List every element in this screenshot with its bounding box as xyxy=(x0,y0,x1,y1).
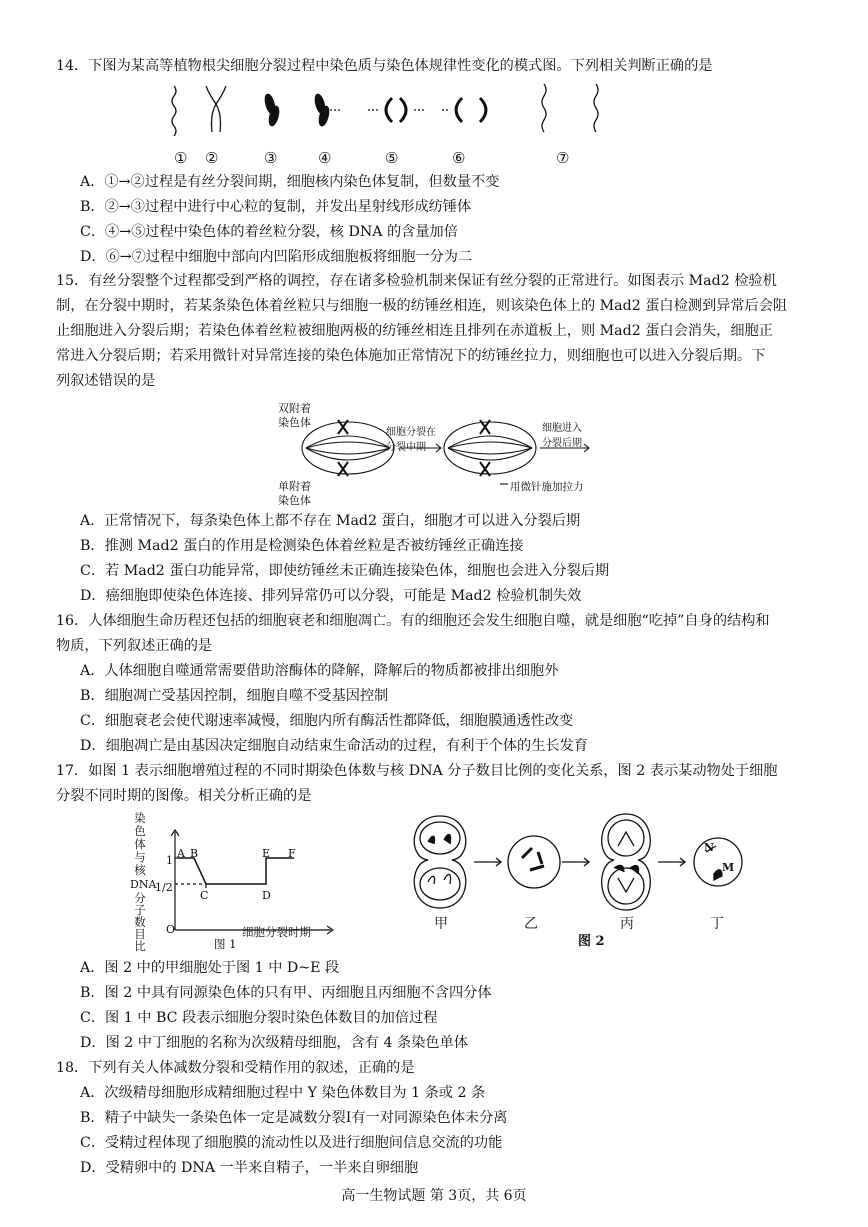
fig1-point-f: F xyxy=(288,847,296,860)
chromatin-cycle-diagram xyxy=(160,80,610,150)
label-double-attach-2: 染色体 xyxy=(278,416,311,429)
q15-stem-line-2: 制，在分裂中期时，若某条染色体着丝粒只与细胞一极的纺锤丝相连，则该染色体上的 Mad2 蛋白检测到异常后会阻 xyxy=(56,298,788,314)
cell-bing xyxy=(602,814,651,910)
q17-stem-line-1: 17．如图 1 表示细胞增殖过程的不同时期染色体数与核 DNA 分子数目比例的变化关系，图 2 表示某动物处于细胞 xyxy=(56,763,778,779)
fig1-point-e: E xyxy=(262,847,271,860)
q14-option-d[interactable]: D．⑥→⑦过程中细胞中部向内凹陷形成细胞板将细胞一分为二 xyxy=(80,249,473,265)
label-arrow1-1: 细胞分裂在 xyxy=(386,427,436,438)
fig2-label-ding: 丁 xyxy=(710,916,724,932)
q16-option-d[interactable]: D．细胞凋亡是由基因决定细胞自动结束生命活动的过程，有利于个体的生长发育 xyxy=(80,738,588,754)
fig1-point-d: D xyxy=(262,889,271,902)
q18-option-b[interactable]: B．精子中缺失一条染色体一定是减数分裂Ⅰ有一对同源染色体未分离 xyxy=(80,1110,508,1126)
label-arrow1-2: 分裂中期 xyxy=(386,442,426,453)
fig1-tick-1: 1 xyxy=(166,854,173,867)
fig1-ylabel-rest: 分 子 数 目 比 xyxy=(134,891,146,953)
fig-num-6: ⑥ xyxy=(452,149,466,167)
q15-stem-line-5: 列叙述错误的是 xyxy=(56,373,156,389)
fig1-caption: 图 1 xyxy=(214,937,237,951)
q15-option-d[interactable]: D．癌细胞即使染色体连接、排列异常仍可以分裂，可能是 Mad2 检验机制失效 xyxy=(80,588,582,604)
fig1-xlabel: 细胞分裂时期 xyxy=(242,925,311,939)
label-single-attach-1: 单附着 xyxy=(278,480,311,493)
fig1-origin: O xyxy=(166,923,176,936)
fig-num-5: ⑤ xyxy=(385,149,399,167)
fig2-marker-m: M xyxy=(722,861,735,874)
fig-num-1: ① xyxy=(174,149,188,167)
fig1-point-c: C xyxy=(200,889,209,902)
label-arrow2-1: 细胞进入 xyxy=(542,423,582,434)
page-footer: 高一生物试题 第 3页，共 6页 xyxy=(341,1188,527,1204)
q14-option-b[interactable]: B．②→③过程中进行中心粒的复制，并发出星射线形成纺锤体 xyxy=(80,199,472,215)
q18-option-a[interactable]: A．次级精母细胞形成精细胞过程中 Y 染色体数目为 1 条或 2 条 xyxy=(80,1085,486,1101)
q16-option-b[interactable]: B．细胞凋亡受基因控制，细胞自噬不受基因控制 xyxy=(80,688,389,704)
q14-stem: 14．下图为某高等植物根尖细胞分裂过程中染色质与染色体规律性变化的模式图。下列相关判断正确的是 xyxy=(56,58,713,74)
label-needle: 用微针施加拉力 xyxy=(510,481,584,493)
chromatin-1-icon xyxy=(172,86,176,136)
q17-option-d[interactable]: D．图 2 中丁细胞的名称为次级精母细胞，含有 4 条染色单体 xyxy=(80,1035,468,1051)
label-single-attach-2: 染色体 xyxy=(278,494,311,507)
fig2-label-yi: 乙 xyxy=(524,916,538,932)
q18-option-c[interactable]: C．受精过程体现了细胞膜的流动性以及进行细胞间信息交流的功能 xyxy=(80,1135,503,1151)
q17-option-c[interactable]: C．图 1 中 BC 段表示细胞分裂时染色体数目的加倍过程 xyxy=(80,1010,438,1026)
q18-option-d[interactable]: D．受精卵中的 DNA 一半来自精子，一半来自卵细胞 xyxy=(80,1160,419,1176)
q14-option-c[interactable]: C．④→⑤过程中染色体的着丝粒分裂，核 DNA 的含量加倍 xyxy=(80,224,458,240)
q15-stem-line-1: 15．有丝分裂整个过程都受到严格的调控，存在诸多检验机制来保证有丝分裂的正常进行。如图表示 Mad2 检验机 xyxy=(56,273,777,289)
q16-option-c[interactable]: C．细胞衰老会使代谢速率减慢，细胞内所有酶活性都降低，细胞膜通透性改变 xyxy=(80,713,574,729)
q15-option-c[interactable]: C．若 Mad2 蛋白功能异常，即使纺锤丝未正确连接染色体，细胞也会进入分裂后期 xyxy=(80,563,610,579)
q16-option-a[interactable]: A．人体细胞自噬通常需要借助溶酶体的降解，降解后的物质都被排出细胞外 xyxy=(80,663,559,679)
q16-stem-line-2: 物质，下列叙述正确的是 xyxy=(56,638,213,654)
fig2-label-bing: 丙 xyxy=(620,916,634,932)
fig2-cells xyxy=(400,812,760,912)
fig-num-2: ② xyxy=(205,149,219,167)
fig-num-4: ④ xyxy=(318,149,332,167)
q17-option-a[interactable]: A．图 2 中的甲细胞处于图 1 中 D~E 段 xyxy=(80,960,340,976)
fig2-label-jia: 甲 xyxy=(434,916,448,932)
fig1-tick-half: 1/2 xyxy=(155,881,173,894)
q14-figure xyxy=(160,80,610,150)
fig1-point-a: A xyxy=(177,847,185,860)
label-double-attach-1: 双附着 xyxy=(278,402,311,415)
q17-stem-line-2: 分裂不同时期的图像。相关分析正确的是 xyxy=(56,788,312,804)
fig1-ylabel: 染 色 体 与 核 xyxy=(134,811,146,877)
cell-1-outline xyxy=(302,422,394,474)
q15-option-b[interactable]: B．推测 Mad2 蛋白的作用是检测染色体着丝粒是否被纺锤丝正确连接 xyxy=(80,538,524,554)
fig2-caption: 图 2 xyxy=(578,934,605,949)
fig-num-3: ③ xyxy=(264,149,278,167)
fig1-ylabel-dna: DNA xyxy=(130,878,157,891)
cell-yi xyxy=(508,836,560,888)
fig2-marker-n: N xyxy=(704,841,715,854)
q14-option-a[interactable]: A．①→②过程是有丝分裂间期，细胞核内染色体复制，但数量不变 xyxy=(80,174,500,190)
q17-option-b[interactable]: B．图 2 中具有同源染色体的只有甲、丙细胞且丙细胞不含四分体 xyxy=(80,985,492,1001)
q15-option-a[interactable]: A．正常情况下，每条染色体上都不存在 Mad2 蛋白，细胞才可以进入分裂后期 xyxy=(80,513,581,529)
q15-stem-line-3: 止细胞进入分裂后期；若染色体着丝粒被细胞两极的纺锤丝相连且排列在赤道板上，则 Mad2 蛋白会消失，细胞正 xyxy=(56,323,773,339)
cell-ding xyxy=(694,838,742,886)
fig1-point-b: B xyxy=(190,847,199,860)
q18-stem: 18．下列有关人体减数分裂和受精作用的叙述，正确的是 xyxy=(56,1060,415,1076)
q16-stem-line-1: 16．人体细胞生命历程还包括的细胞衰老和细胞凋亡。有的细胞还会发生细胞自噬，就是细胞“吃掉”自身的结构和 xyxy=(56,613,770,629)
q15-stem-line-4: 常进入分裂后期；若采用微针对异常连接的染色体施加正常情况下的纺锤丝拉力，则细胞也可以进入分裂后期。下 xyxy=(56,348,766,364)
fig-num-7: ⑦ xyxy=(556,149,570,167)
cell-2-outline xyxy=(444,422,536,474)
label-arrow2-2: 分裂后期 xyxy=(542,438,582,449)
